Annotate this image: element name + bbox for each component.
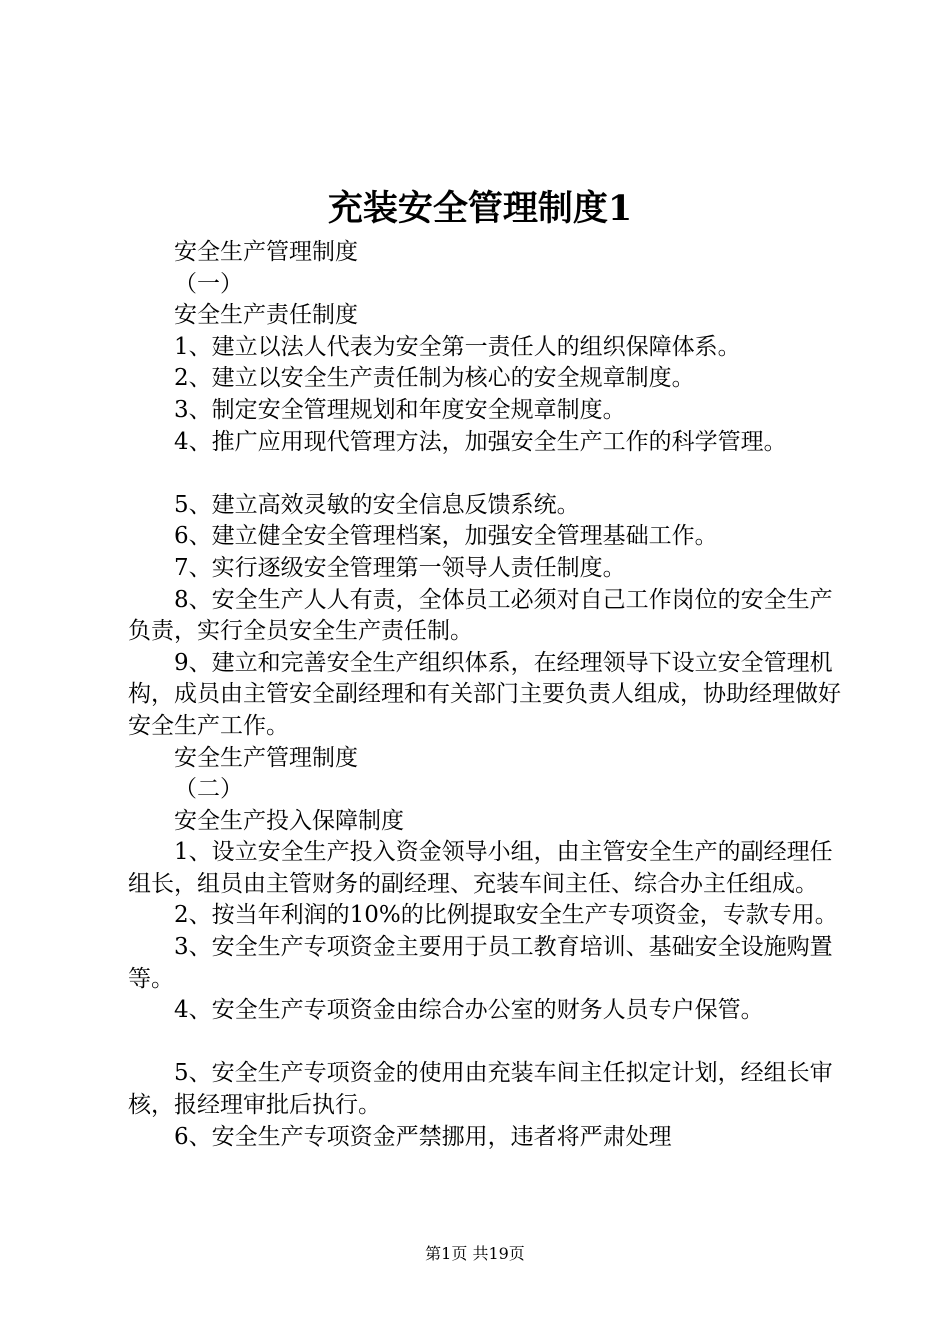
clause-item: 3、安全生产专项资金主要用于员工教育培训、基础安全设施购置等。: [128, 934, 833, 992]
clause-item: 1、建立以法人代表为安全第一责任人的组织保障体系。: [174, 333, 741, 360]
section-number: （一）: [174, 270, 243, 297]
section-number: （二）: [174, 776, 243, 803]
document-body: [128, 237, 848, 1153]
clause-item: 6、建立健全安全管理档案，加强安全管理基础工作。: [174, 523, 718, 550]
clause-item: 8、安全生产人人有责，全体员工必须对自己工作岗位的安全生产负责，实行全员安全生产责任制。: [128, 586, 833, 645]
clause-item: 6、安全生产专项资金严禁挪用，违者将严肃处理: [174, 1123, 672, 1150]
clause-item: 5、安全生产专项资金的使用由充装车间主任拟定计划，经组长审核，报经理审批后执行。: [128, 1060, 833, 1119]
clause-item: 2、建立以安全生产责任制为核心的安全规章制度。: [174, 365, 695, 392]
clause-item: 7、实行逐级安全管理第一领导人责任制度。: [174, 554, 626, 581]
subsection-heading: 安全生产投入保障制度: [174, 807, 404, 834]
clause-item: 5、建立高效灵敏的安全信息反馈系统。: [174, 491, 580, 518]
clause-item: 4、安全生产专项资金由综合办公室的财务人员专户保管。: [174, 997, 764, 1024]
clause-item: 4、推广应用现代管理方法，加强安全生产工作的科学管理。: [174, 428, 787, 455]
clause-item: 2、按当年利润的10%的比例提取安全生产专项资金，专款专用。: [174, 902, 838, 929]
clause-item: 3、制定安全管理规划和年度安全规章制度。: [174, 396, 626, 423]
clause-item: 9、建立和完善安全生产组织体系，在经理领导下设立安全管理机构，成员由主管安全副经理和有关部门主要负责人组成，协助经理做好安全生产工作。: [128, 649, 841, 739]
page-footer: 第1页 共19页: [425, 1244, 525, 1263]
section-heading: 安全生产管理制度: [174, 239, 358, 265]
subsection-heading: 安全生产责任制度: [174, 302, 358, 329]
document-title: 充装安全管理制度1: [327, 188, 633, 229]
clause-item: 1、设立安全生产投入资金领导小组，由主管安全生产的副经理任组长，组员由主管财务的副经理、充装车间主任、综合办主任组成。: [128, 839, 833, 897]
section-heading: 安全生产管理制度: [174, 744, 358, 771]
